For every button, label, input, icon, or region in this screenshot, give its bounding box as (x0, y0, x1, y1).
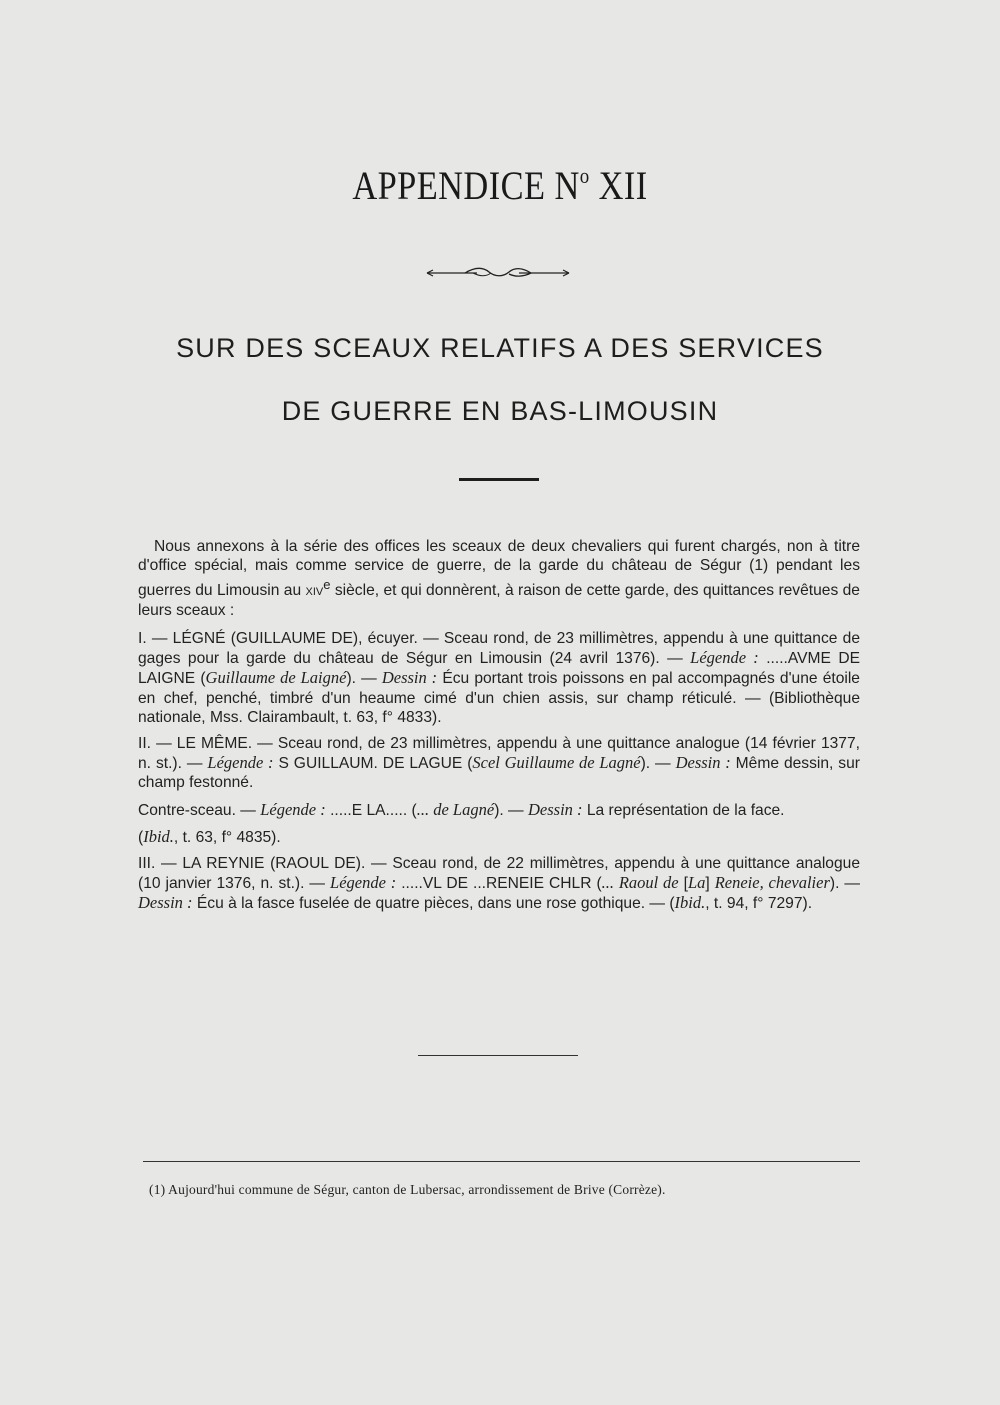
body-text (138, 537, 860, 921)
intro-paragraph: Nous annexons à la série des offices les sceaux de deux chevaliers qui furent chargés, non à titre d'office spécial, mais comme service de guerre, de la garde du château de Ségur (1) pendant les guerres du Limousin au xiv$^e$ siècle, et qui donnèrent, à raison de cette garde, des quittances revêtues de leurs sceaux : (138, 538, 860, 619)
title-text: APPENDICE N (352, 163, 580, 208)
title-superscript: o (579, 163, 590, 188)
page-title (70, 162, 930, 209)
seal-entry-2: II. — LE MÊME. — Sceau rond, de 23 millimètres, appendu à une quittance analogue (14 février 1377, n. st.). — Légende : S GUILLAUM. DE LAGUE (Scel Guillaume de Lagné). — Dessin : Même dessin, sur champ festonné. (138, 735, 860, 792)
footnote: (1) Aujourd'hui commune de Ségur, canton de Lubersac, arrondissement de Brive (Corrèze). (149, 1182, 666, 1197)
end-rule (418, 1055, 578, 1056)
counter-seal-entry: Contre-sceau. — Légende : .....E LA..... (... de Lagné). — Dessin : La représentation de la face. (138, 799, 785, 819)
seal-entry-1: I. — LÉGNÉ (GUILLAUME DE), écuyer. — Sceau rond, de 23 millimètres, appendu à une quittance de gages pour la garde du château de Ségur en Limousin (24 avril 1376). — Légende : .....AVME DE LAIGNE (Guillaume de Laigné). — Dessin : Écu portant trois poissons en pal accompagnés d'une étoile en chef, penché, timbré d'un heaume cimé d'un chien assis, sur champ réticulé. — (Bibliothèque nationale, Mss. Clairambault, t. 63, f° 4833). (138, 630, 860, 726)
ornament-flourish (425, 266, 571, 280)
section-rule (459, 478, 539, 481)
title-number: XII (589, 163, 648, 208)
subtitle-line-1: SUR DES SCEAUX RELATIFS A DES SERVICES (176, 333, 824, 363)
seal-entry-3: III. — LA REYNIE (RAOUL DE). — Sceau rond, de 22 millimètres, appendu à une quittance analogue (10 janvier 1376, n. st.). — Légende : .....VL DE ...RENEIE CHLR (... Raoul de [La] Reneie, chevalier). — Dessin : Écu à la fasce fuselée de quatre pièces, dans une rose gothique. — (Ibid., t. 94, f° 7297). (138, 855, 860, 913)
footnote-rule (143, 1161, 860, 1162)
ibid-reference: (Ibid., t. 63, f° 4835). (138, 826, 281, 846)
subtitle-line-2: DE GUERRE EN BAS-LIMOUSIN (281, 396, 719, 426)
